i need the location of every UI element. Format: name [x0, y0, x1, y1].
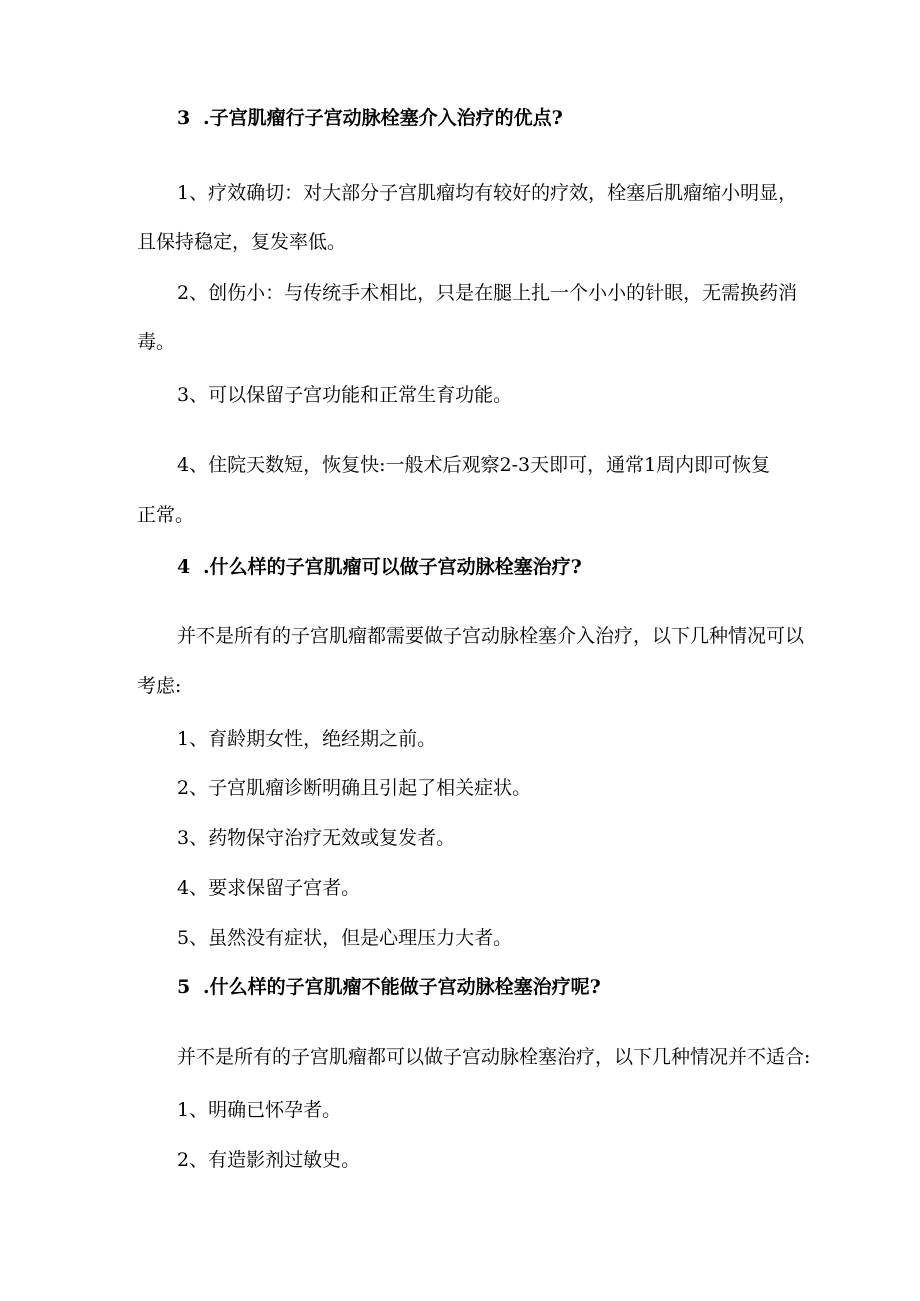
paragraph-line: 毒。 [137, 331, 176, 353]
paragraph-line: 2、创伤小：与传统手术相比，只是在腿上扎一个小小的针眼，无需换药消 [177, 282, 798, 304]
list-item: 3、药物保守治疗无效或复发者。 [177, 827, 456, 849]
paragraph-line: 并不是所有的子宫肌瘤都需要做子宫动脉栓塞介入治疗，以下几种情况可以 [177, 625, 805, 647]
paragraph-line: 并不是所有的子宫肌瘤都可以做子宫动脉栓塞治疗，以下几种情况并不适合: [177, 1046, 811, 1068]
paragraph-line: 4、住院天数短，恢复快:一般术后观察2-3天即可，通常1周内即可恢复 [177, 454, 771, 476]
list-item: 2、有造影剂过敏史。 [177, 1149, 361, 1171]
list-item: 2、子宫肌瘤诊断明确且引起了相关症状。 [177, 777, 532, 799]
list-item: 1、明确已怀孕者。 [177, 1099, 342, 1121]
section-title: .什么样的子宫肌瘤不能做子宫动脉栓塞治疗呢? [203, 976, 601, 998]
list-item: 5、虽然没有症状，但是心理压力大者。 [177, 927, 513, 949]
paragraph-line: 考虑: [137, 675, 182, 697]
paragraph-line: 1、疗效确切：对大部分子宫肌瘤均有较好的疗效，栓塞后肌瘤缩小明显， [177, 182, 798, 204]
list-item: 1、育龄期女性，绝经期之前。 [177, 728, 437, 750]
section-5-heading [177, 975, 601, 999]
section-number: 3 [177, 107, 191, 129]
section-title: .什么样的子宫肌瘤可以做子宫动脉栓塞治疗? [203, 556, 582, 578]
paragraph-line: 3、可以保留子宫功能和正常生育功能。 [177, 384, 513, 406]
paragraph-line: 且保持稳定，复发率低。 [137, 231, 347, 253]
section-4-heading [177, 555, 582, 579]
paragraph-line: 正常。 [137, 504, 195, 526]
list-item: 4、要求保留子宫者。 [177, 877, 361, 899]
section-3-heading [177, 106, 563, 130]
section-number: 4 [177, 556, 191, 578]
section-title: .子宫肌瘤行子宫动脉栓塞介入治疗的优点? [203, 107, 563, 129]
section-number: 5 [177, 976, 191, 998]
